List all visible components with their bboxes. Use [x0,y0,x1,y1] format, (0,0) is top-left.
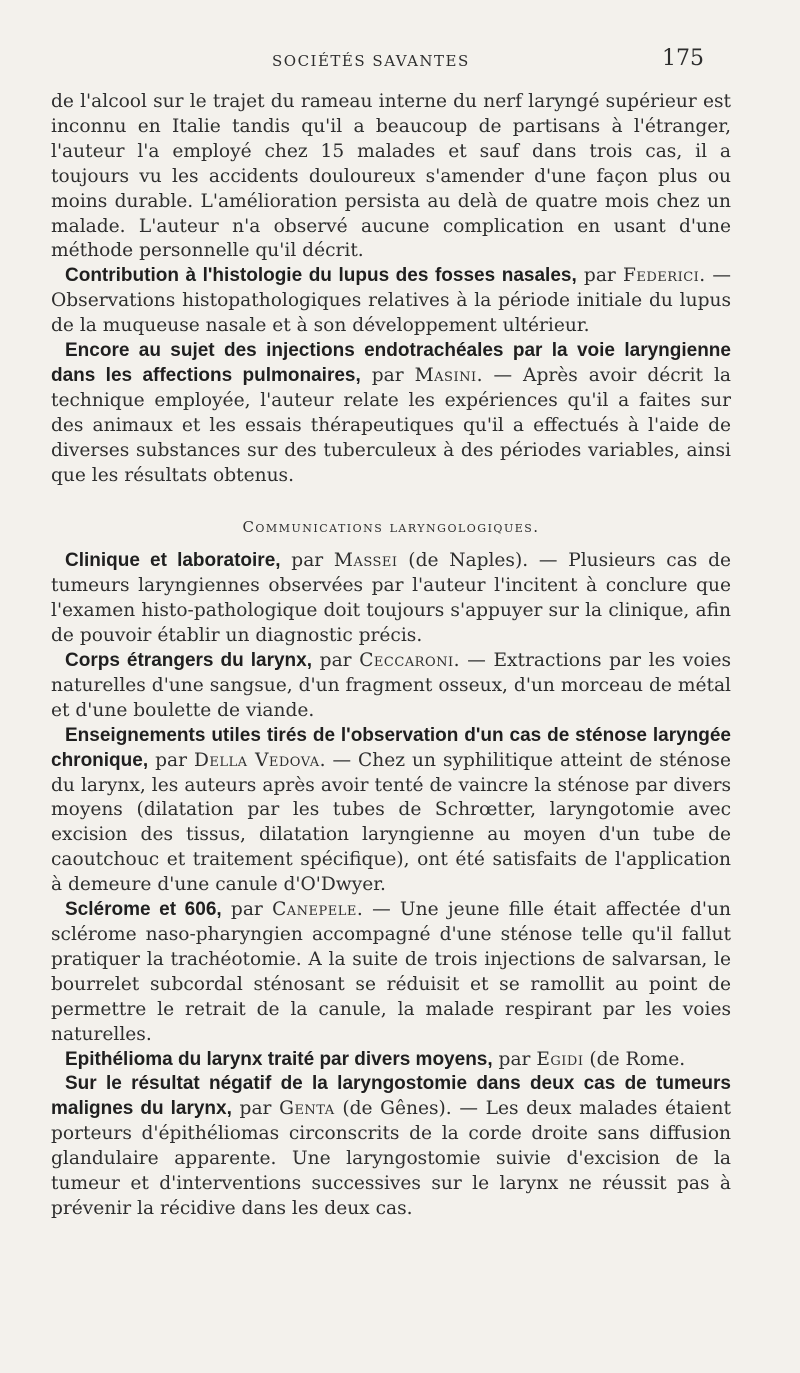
running-title: SOCIÉTÉS SAVANTES [272,52,470,70]
entry-title: Sur le résultat négatif de la laryngostomie dans deux cas de tumeurs malignes du larynx, [51,1073,731,1120]
abstract-entry: Enseignements utiles tirés de l'observation d'un cas de sténose laryngée chronique, par Della Vedova. — Chez un syphilitique atteint de sténose du larynx, les auteurs après avoir tenté de vaincre la sténose par divers moyens (dilatation par les tubes de Schrœtter, laryngotomie avec excision des tissus, dilatation laryngienne au moyen d'un tube de caoutchouc et traitement spécifique), ont été satisfaits de l'application à demeure d'une canule d'O'Dwyer. [51,724,731,896]
entry-title: Enseignements utiles tirés de l'observation d'un cas de sténose laryngée chronique, [51,724,731,771]
entry-author: Canepele [272,899,357,921]
entry-author: Della Vedova [193,749,320,771]
entry-title: Clinique et laboratoire, [65,550,281,572]
page-body [51,90,731,1222]
abstract-entry: Sclérome et 606, par Canepele. — Une jeune fille était affectée d'un sclérome naso-pharyngien accompagné d'une sténose telle qu'il fallut pratiquer la trachéotomie. A la suite de trois injections de salvarsan, le bourrelet subcordal sténosant se réduisit et se ramollit au point de permettre le retrait de la canule, la malade respirant par les voies naturelles. [51,899,731,1045]
paragraph-continued: de l'alcool sur le trajet du rameau interne du nerf laryngé supérieur est inconnu en Italie tandis qu'il a beaucoup de partisans à l'étranger, l'auteur l'a employé chez 15 malades et sauf dans trois cas, il a toujours vu les accidents douloureux s'amender d'une façon plus ou moins durable. L'amélioration persista au delà de quatre mois chez un malade. L'auteur n'a observé aucune complication en usant d'une méthode personnelle qu'il décrit. [51,91,731,262]
entry-author: Masini [414,364,477,386]
section-heading: Communications laryngologiques. [242,517,540,536]
entry-author: Federici [622,265,700,287]
page-number: 175 [662,46,704,71]
abstract-entry: Contribution à l'histologie du lupus des fosses nasales, par Federici. — Observations histopathologiques relatives à la période initiale du lupus de la muqueuse nasale et à son développement ultérieur. [51,265,731,337]
entry-title: Encore au sujet des injections endotrachéales par la voie laryngienne dans les affections pulmonaires, [51,340,731,386]
entry-author: Egidi [536,1048,584,1070]
entry-title: Corps étrangers du larynx, [65,650,313,672]
abstract-entry: Corps étrangers du larynx, par Ceccaroni. — Extractions par les voies naturelles d'une sangsue, d'un fragment osseux, d'un morceau de métal et d'une boulette de viande. [51,650,732,721]
entry-author: Genta [279,1098,335,1120]
page-header [0,46,800,76]
entry-title: Sclérome et 606, [65,899,222,921]
entry-title: Contribution à l'histologie du lupus des fosses nasales, [65,265,577,287]
abstract-entry: Epithélioma du larynx traité par divers moyens, par Egidi (de Rome. [65,1048,686,1070]
abstract-entry: Sur le résultat négatif de la laryngostomie dans deux cas de tumeurs malignes du larynx, par Genta (de Gênes). — Les deux malades étaient porteurs d'épithéliomas circonscrits de la corde droite sans diffusion glandulaire apparente. Une laryngostomie suivie d'excision de la tumeur et d'interventions successives sur le larynx ne réussit pas à prévenir la récidive dans les deux cas. [51,1073,731,1219]
entry-title: Epithélioma du larynx traité par divers moyens, [65,1048,493,1070]
entry-author: Massei [333,550,398,572]
abstract-entry: Clinique et laboratoire, par Massei (de Naples). — Plusieurs cas de tumeurs laryngiennes observées par l'auteur l'incitent à conclure que l'examen histo-pathologique doit toujours s'appuyer sur la clinique, afin de pouvoir établir un diagnostic précis. [51,550,731,647]
abstract-entry: Encore au sujet des injections endotrachéales par la voie laryngienne dans les affections pulmonaires, par Masini. — Après avoir décrit la technique employée, l'auteur relate les expériences qu'il a faites sur des animaux et les essais thérapeutiques qu'il a effectués à l'aide de diverses substances sur des tuberculeux à des périodes variables, ainsi que les résultats obtenus. [51,340,731,486]
entry-author: Ceccaroni [359,650,454,672]
